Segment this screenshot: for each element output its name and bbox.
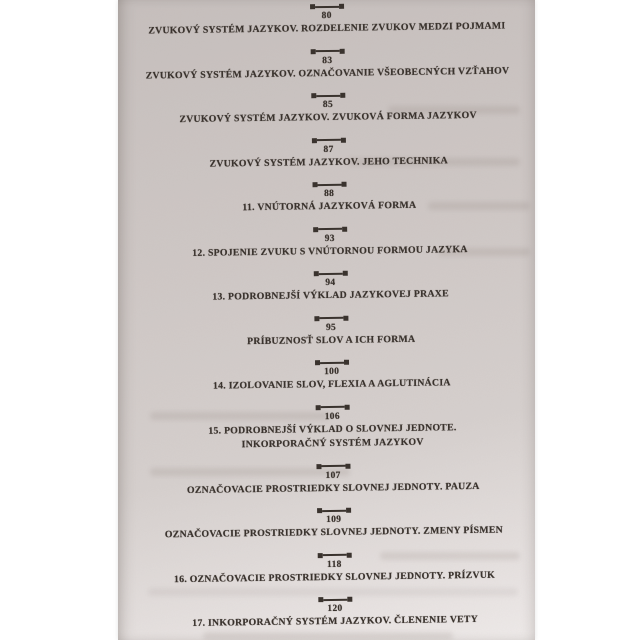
- ornament-right-square-icon: [342, 226, 347, 231]
- toc-page-number: 80: [321, 10, 332, 22]
- toc-entry-title: ZVUKOVÝ SYSTÉM JAZYKOV. OZNAČOVANIE VŠEOBECNÝCH VZŤAHOV: [145, 64, 510, 82]
- toc-page-number: 88: [324, 188, 335, 200]
- ornament-rule-icon: [322, 509, 346, 511]
- toc-entry: [118, 0, 535, 39]
- toc-page-number: 93: [324, 233, 335, 244]
- toc-entry-title: 11. VNÚTORNÁ JAZYKOVÁ FORMA: [242, 199, 417, 214]
- ornament-right-square-icon: [339, 48, 344, 53]
- toc-entry: [121, 178, 535, 217]
- toc-page-number: 106: [324, 411, 340, 422]
- toc-entry-title: PRÍBUZNOSŤ SLOV A ICH FORMA: [247, 333, 416, 347]
- divider-ornament-icon: [312, 181, 346, 188]
- toc-entry: [120, 134, 535, 173]
- divider-ornament-icon: [313, 270, 347, 277]
- toc-page-number: 83: [322, 55, 333, 66]
- toc-entry-title: ZVUKOVÝ SYSTÉM JAZYKOV. JEHO TECHNIKA: [209, 154, 448, 170]
- divider-ornament-icon: [311, 136, 345, 143]
- toc-page-number: 87: [323, 144, 334, 155]
- toc-entry-title: 14. IZOLOVANIE SLOV, FLEXIA A AGLUTINÁCIA: [212, 377, 451, 392]
- toc-entry-title: 17. INKORPORAČNÝ SYSTÉM JAZYKOV. ČLENENIE VETY: [192, 613, 479, 629]
- toc-entry-title: ZVUKOVÝ SYSTÉM JAZYKOV. ZVUKOVÁ FORMA JAZYKOV: [179, 109, 477, 126]
- toc-entry: [126, 549, 535, 588]
- ornament-rule-icon: [323, 598, 347, 600]
- ornament-rule-icon: [320, 361, 344, 363]
- divider-ornament-icon: [317, 551, 351, 558]
- toc-page-number: 107: [325, 470, 341, 481]
- toc-entry: [124, 401, 535, 455]
- toc-page-number: 109: [326, 514, 342, 526]
- toc-entry: [126, 593, 535, 632]
- ornament-right-square-icon: [346, 508, 351, 513]
- ornament-rule-icon: [320, 406, 344, 408]
- ornament-right-square-icon: [341, 182, 346, 187]
- divider-ornament-icon: [313, 225, 347, 232]
- ornament-rule-icon: [317, 183, 341, 185]
- toc-entry: [122, 267, 535, 306]
- toc-entry: [124, 460, 535, 499]
- ornament-rule-icon: [318, 228, 342, 230]
- toc-entry: [119, 89, 535, 128]
- book-page: [118, 0, 535, 640]
- divider-ornament-icon: [316, 462, 350, 469]
- toc-page-number: 95: [325, 322, 337, 333]
- ornament-right-square-icon: [343, 360, 348, 365]
- toc-entry-title: OZNAČOVACIE PROSTRIEDKY SLOVNEJ JEDNOTY. ZMENY PÍSMEN: [164, 524, 503, 541]
- ornament-right-square-icon: [345, 463, 350, 468]
- divider-ornament-icon: [315, 403, 349, 410]
- toc-entry: [122, 312, 535, 351]
- ornament-right-square-icon: [343, 315, 348, 320]
- divider-ornament-icon: [314, 314, 348, 321]
- ornament-right-square-icon: [346, 552, 351, 557]
- toc-entry-title: ZVUKOVÝ SYSTÉM JAZYKOV. ROZDELENIE ZVUKOV MEDZI POJMAMI: [148, 20, 506, 37]
- ornament-rule-icon: [319, 317, 343, 319]
- divider-ornament-icon: [310, 3, 344, 10]
- toc-page-number: 120: [327, 603, 343, 615]
- ornament-right-square-icon: [339, 4, 344, 9]
- toc-entry: [123, 356, 535, 395]
- toc-page-number: 100: [324, 366, 340, 378]
- ornament-rule-icon: [316, 94, 340, 96]
- ornament-right-square-icon: [342, 271, 347, 276]
- toc-page-number: 85: [322, 99, 334, 111]
- toc-page-number: 118: [326, 559, 342, 570]
- ornament-rule-icon: [322, 554, 346, 556]
- ornament-right-square-icon: [340, 137, 345, 142]
- toc-entry: [121, 223, 535, 262]
- ornament-rule-icon: [315, 50, 339, 52]
- divider-ornament-icon: [311, 92, 345, 99]
- ornament-right-square-icon: [340, 93, 345, 98]
- divider-ornament-icon: [310, 47, 344, 54]
- ornament-rule-icon: [321, 465, 345, 467]
- table-of-contents: [118, 0, 535, 640]
- toc-entry: [119, 45, 535, 84]
- toc-entry: [125, 504, 535, 543]
- ornament-right-square-icon: [344, 404, 349, 409]
- ornament-right-square-icon: [347, 597, 352, 602]
- divider-ornament-icon: [318, 596, 352, 603]
- toc-page-number: 94: [325, 277, 336, 289]
- toc-entry-title: OZNAČOVACIE PROSTRIEDKY SLOVNEJ JEDNOTY. PAUZA: [186, 480, 480, 496]
- toc-entry-title: 13. PODROBNEJŠÍ VÝKLAD JAZYKOVEJ PRAXE: [212, 288, 449, 303]
- toc-entry-title: 15. PODROBNEJŠÍ VÝKLAD O SLOVNEJ JEDNOTE. INKORPORAČNÝ SYSTÉM JAZYKOV: [208, 421, 457, 451]
- ornament-rule-icon: [318, 272, 342, 274]
- ornament-rule-icon: [316, 139, 340, 141]
- toc-entry-title: 12. SPOJENIE ZVUKU S VNÚTORNOU FORMOU JAZYKA: [192, 243, 468, 259]
- toc-entry-title: 16. OZNAČOVACIE PROSTRIEDKY SLOVNEJ JEDNOTY. PRÍZVUK: [173, 569, 496, 585]
- divider-ornament-icon: [314, 359, 348, 366]
- ornament-rule-icon: [315, 5, 339, 7]
- divider-ornament-icon: [317, 507, 351, 514]
